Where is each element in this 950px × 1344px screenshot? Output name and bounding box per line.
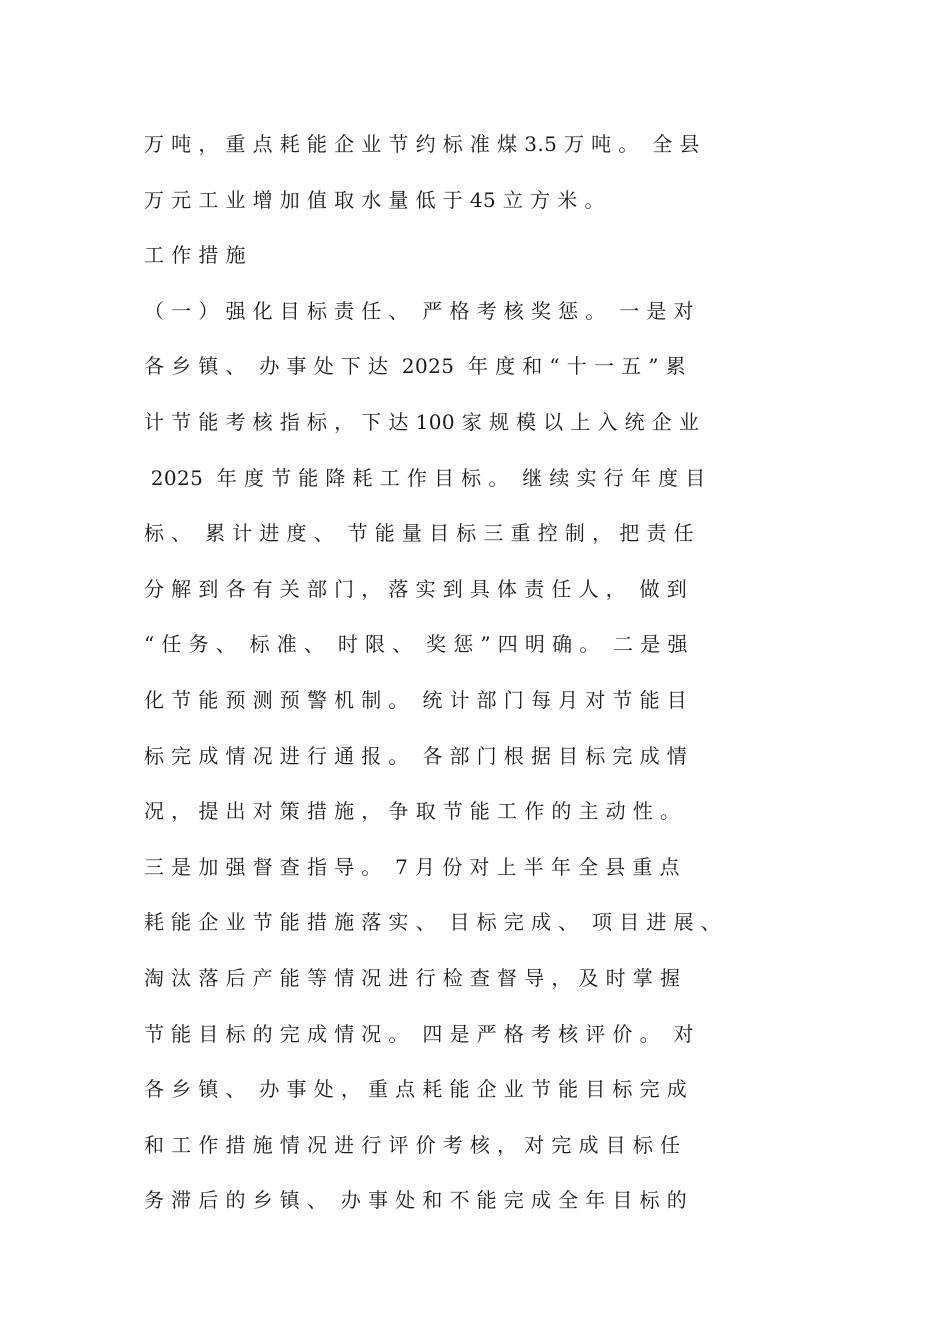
text-line: 2025 年 度 节 能 降 耗 工 作 目 标 。 继 续 实 行 年 度 目 xyxy=(144,465,706,490)
text-line: 和 工 作 措 施 情 况 进 行 评 价 考 核 ， 对 完 成 目 标 任 xyxy=(144,1132,681,1157)
text-line: 耗 能 企 业 节 能 措 施 落 实 、 目 标 完 成 、 项 目 进 展 、 xyxy=(144,910,722,935)
text-line: “ 任 务 、 标 准 、 时 限 、 奖 惩 ” 四 明 确 。 二 是 强 xyxy=(144,632,688,657)
text-line: 计 节 能 考 核 指 标 ， 下 达 100 家 规 模 以 上 入 统 企 业 xyxy=(144,409,700,434)
text-line: 淘 汰 落 后 产 能 等 情 况 进 行 检 查 督 导 ， 及 时 掌 握 xyxy=(144,965,681,990)
text-line: 分 解 到 各 有 关 部 门 ， 落 实 到 具 体 责 任 人 ， 做 到 xyxy=(144,576,688,601)
text-line: 标 、 累 计 进 度 、 节 能 量 目 标 三 重 控 制 ， 把 责 任 xyxy=(144,521,694,546)
text-line: 万 元 工 业 增 加 值 取 水 量 低 于 45 立 方 米 。 xyxy=(144,187,605,212)
text-line: 标 完 成 情 况 进 行 通 报 。 各 部 门 根 据 目 标 完 成 情 xyxy=(144,743,688,768)
text-line: 各 乡 镇 、 办 事 处 下 达 2025 年 度 和 “ 十 一 五 ” 累 xyxy=(144,354,687,379)
text-line: 万 吨 ， 重 点 耗 能 企 业 节 约 标 准 煤 3.5 万 吨 。 全 县 xyxy=(144,132,700,156)
text-line: 三 是 加 强 督 查 指 导 。 7 月 份 对 上 半 年 全 县 重 点 xyxy=(144,854,680,879)
text-line: 况 ， 提 出 对 策 措 施 ， 争 取 节 能 工 作 的 主 动 性 。 xyxy=(144,799,681,824)
body-text xyxy=(144,126,844,1238)
text-line: 节 能 目 标 的 完 成 情 况 。 四 是 严 格 考 核 评 价 。 对 xyxy=(144,1021,694,1046)
section-heading: 工 作 措 施 xyxy=(144,243,246,268)
text-line: 务 滞 后 的 乡 镇 、 办 事 处 和 不 能 完 成 全 年 目 标 的 xyxy=(144,1188,688,1213)
text-line: 化 节 能 预 测 预 警 机 制 。 统 计 部 门 每 月 对 节 能 目 xyxy=(144,687,688,712)
text-line: （ 一 ） 强 化 目 标 责 任 、 严 格 考 核 奖 惩 。 一 是 对 xyxy=(144,298,694,323)
text-line: 各 乡 镇 、 办 事 处 ， 重 点 耗 能 企 业 节 能 目 标 完 成 xyxy=(144,1077,688,1102)
